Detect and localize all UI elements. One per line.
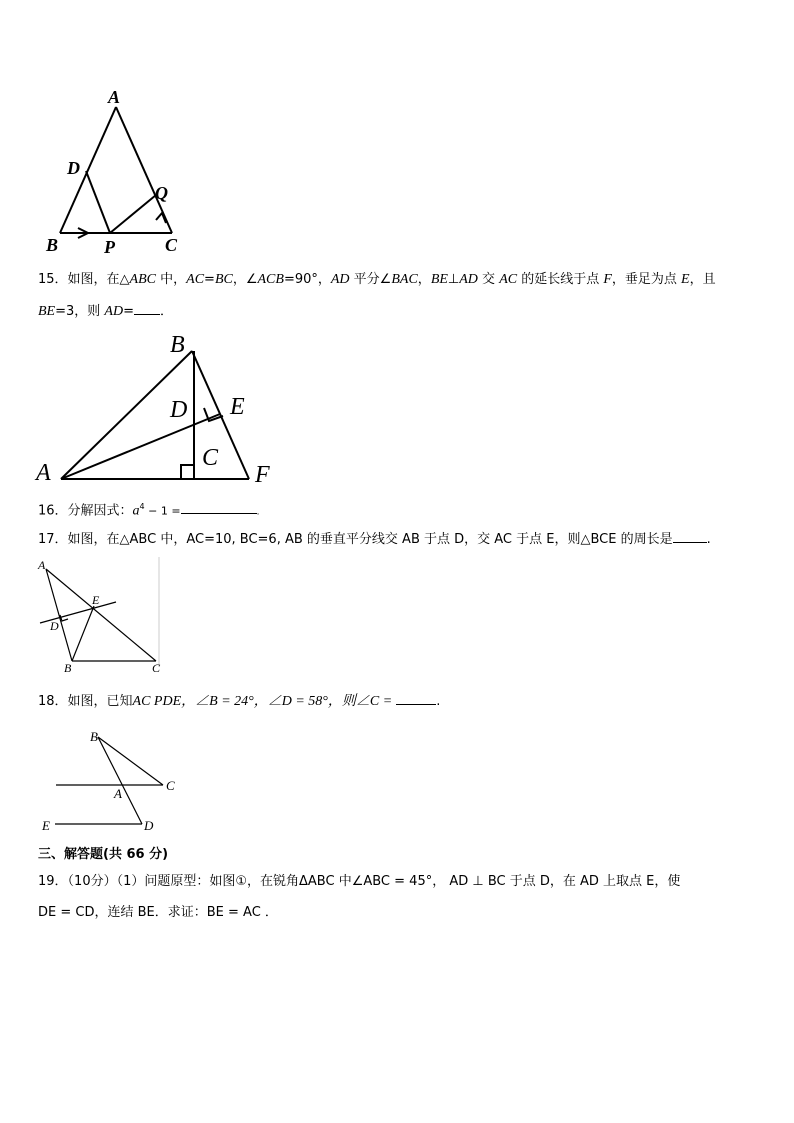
fig14-label-C: C	[165, 235, 178, 255]
q15-math: BE	[430, 272, 448, 287]
fig15-label-E: E	[230, 394, 245, 420]
question-19-line-2: DE = CD，连结 BE．求证：BE = AC ．	[38, 905, 278, 920]
fig15-label-D: D	[170, 397, 188, 423]
fig14-label-A: A	[108, 87, 121, 107]
fig17-label-E: E	[92, 593, 100, 607]
q15-text: ，∠	[232, 272, 258, 287]
q15-text: =3，则	[55, 304, 105, 319]
q16-math-rest: − 1 =	[144, 504, 181, 518]
section-heading: 三、解答题(共 66 分)	[38, 847, 169, 862]
fig18-label-C: C	[166, 778, 175, 793]
question-19-line-1: 19．（10分）（1）问题原型：如图①，在锐角ΔABC 中∠ABC = 45°， AD ⊥ BC 于点 D，在 AD 上取点 E，使	[38, 874, 681, 889]
q15-text: 中，	[156, 272, 187, 287]
q15-text: =	[204, 272, 215, 287]
q15-math: BC	[214, 272, 233, 287]
answer-blank[interactable]	[134, 302, 160, 315]
figure-triangle-abf	[34, 330, 284, 490]
q15-math: BAC	[391, 272, 418, 287]
fig14-label-D: D	[67, 158, 80, 178]
q18-math: ，∠B = 24°，∠D = 58°，则∠C =	[181, 694, 393, 709]
figure-parallel-lines	[36, 726, 186, 836]
fig15-label-B: B	[170, 332, 185, 358]
fig14-label-P: P	[104, 237, 115, 257]
q15-text: 的延长线于点	[517, 272, 604, 287]
q15-math: AC	[499, 272, 518, 287]
answer-blank[interactable]	[396, 692, 436, 705]
q15-text: 平分∠	[349, 272, 392, 287]
q16-math: a	[132, 503, 140, 519]
q15-math: BE	[38, 304, 56, 319]
q16-exponent: 4	[139, 502, 145, 511]
q15-math: E	[681, 272, 690, 287]
q15-text: ⊥	[447, 272, 460, 287]
question-15-line-2	[38, 302, 173, 321]
fig15-label-F: F	[255, 462, 270, 488]
fig15-label-C: C	[202, 445, 219, 471]
question-16	[38, 498, 259, 521]
answer-blank[interactable]	[673, 530, 707, 543]
q16-end: .	[256, 507, 260, 518]
q15-math: AC	[186, 272, 205, 287]
q17-text: 17．如图，在△ABC 中，AC=10, BC=6, AB 的垂直平分线交 AB 于点 D，交 AC 于点 E，则△BCE 的周长是	[38, 532, 673, 547]
q18-text: 18．如图，已知	[38, 694, 133, 709]
q18-math: AC PDE	[132, 694, 182, 709]
q15-math: AD	[330, 272, 350, 287]
question-18	[38, 692, 440, 711]
q15-text: 交	[477, 272, 500, 287]
q15-text: 15．如图，在△	[38, 272, 130, 287]
q17-end: .	[706, 532, 711, 547]
fig18-label-D: D	[144, 818, 154, 833]
q16-text: 16．分解因式：	[38, 503, 133, 519]
q15-math: ACB	[257, 272, 284, 287]
question-15-line-1	[38, 271, 716, 289]
q15-text: ，垂足为点	[611, 272, 682, 287]
fig14-label-Q: Q	[155, 183, 168, 203]
q15-text: ．	[159, 304, 173, 319]
question-17	[38, 530, 711, 549]
q15-text: =90°，	[283, 272, 331, 287]
fig17-label-B: B	[64, 661, 72, 675]
fig17-label-C: C	[152, 661, 161, 675]
figure-perpendicular-bisector	[34, 557, 164, 677]
q18-end: .	[436, 694, 441, 709]
q15-math: AD	[459, 272, 478, 287]
fig17-label-D: D	[50, 619, 59, 633]
q15-text: =	[123, 304, 134, 319]
figure-triangle-abc-pq	[40, 85, 200, 260]
q15-text: ，	[417, 272, 431, 287]
fig17-label-A: A	[38, 558, 46, 572]
fig15-label-A: A	[36, 460, 51, 486]
fig18-label-B: B	[90, 729, 98, 744]
q15-text: ，且	[689, 272, 716, 287]
answer-blank[interactable]	[181, 501, 257, 514]
q15-math: ABC	[129, 272, 156, 287]
q15-math: AD	[104, 304, 124, 319]
fig14-label-B: B	[46, 235, 59, 255]
fig18-label-A: A	[114, 786, 122, 801]
fig18-label-E: E	[42, 818, 50, 833]
q15-math: F	[603, 272, 612, 287]
